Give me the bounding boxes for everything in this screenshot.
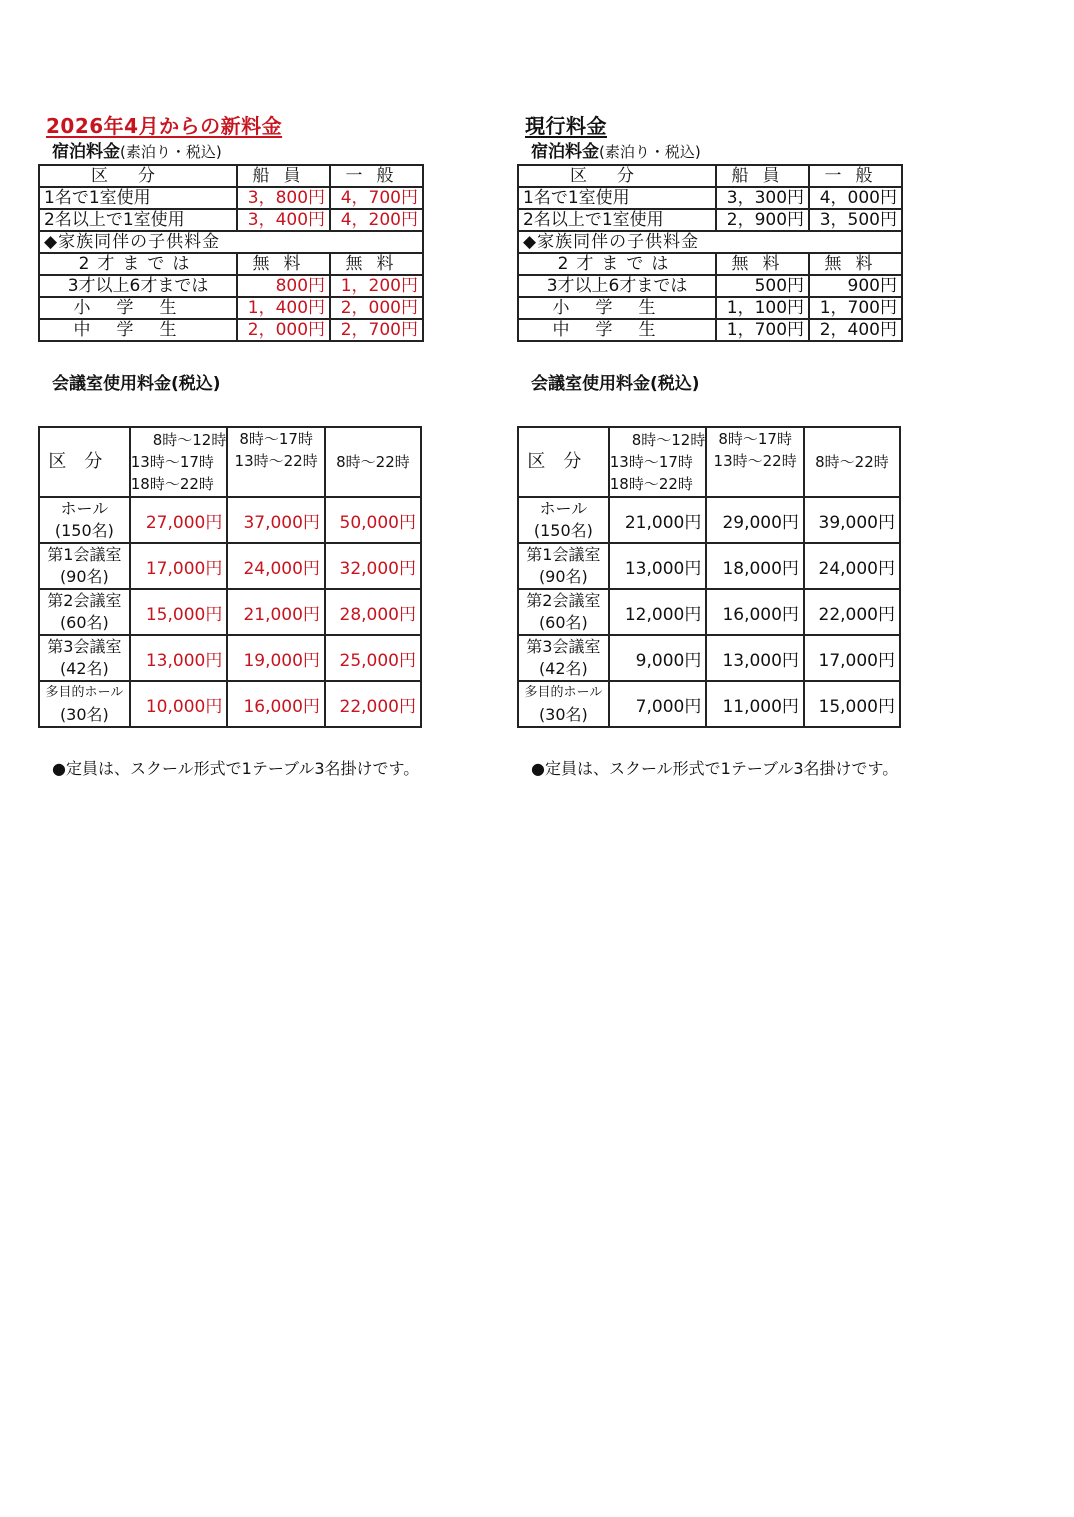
room-capacity: (150名) bbox=[533, 521, 593, 540]
header-general: 一般 bbox=[330, 165, 423, 187]
room-label: 1名で1室使用 bbox=[518, 187, 716, 209]
table-row bbox=[518, 297, 902, 319]
child-label: 中学生 bbox=[518, 319, 716, 341]
table-row bbox=[518, 543, 900, 589]
room-name bbox=[39, 589, 130, 635]
lodging-subheading bbox=[531, 140, 917, 164]
crew-price: 無料 bbox=[237, 253, 330, 275]
slot-text: 13時～22時 bbox=[713, 452, 797, 470]
family-label: ◆家族同伴の子供料金 bbox=[518, 231, 902, 253]
table-row bbox=[518, 209, 902, 231]
room-capacity: (60名) bbox=[59, 613, 109, 632]
price-slot-1: 13,000円 bbox=[609, 543, 707, 589]
header-general: 一般 bbox=[809, 165, 902, 187]
child-label: 3才以上6才までは bbox=[39, 275, 237, 297]
price-slot-3: 50,000円 bbox=[325, 497, 421, 543]
price-slot-1: 15,000円 bbox=[130, 589, 228, 635]
general-price: 無料 bbox=[330, 253, 423, 275]
price-slot-1: 27,000円 bbox=[130, 497, 228, 543]
table-row bbox=[518, 275, 902, 297]
capacity-footnote: ●定員は、スクール形式で1テーブル3名掛けです。 bbox=[52, 759, 420, 778]
price-slot-1: 21,000円 bbox=[609, 497, 707, 543]
room-name bbox=[39, 497, 130, 543]
room-capacity: (90名) bbox=[59, 567, 109, 586]
room-name bbox=[39, 681, 130, 727]
price-slot-1: 9,000円 bbox=[609, 635, 707, 681]
table-row bbox=[518, 681, 900, 727]
room-name-text: 第2会議室 bbox=[47, 591, 122, 610]
general-price: 4，700円 bbox=[330, 187, 423, 209]
slot-text: 8時～12時 bbox=[152, 431, 227, 449]
header-category: 区分 bbox=[39, 165, 237, 187]
lodging-label: 宿泊料金 bbox=[531, 142, 599, 162]
lodging-note: (素泊り・税込) bbox=[599, 143, 701, 161]
slot-text: 8時～17時 bbox=[239, 430, 313, 448]
price-slot-2: 11,000円 bbox=[706, 681, 804, 727]
child-label: 3才以上6才までは bbox=[518, 275, 716, 297]
table-row bbox=[39, 253, 423, 275]
crew-price: 3，400円 bbox=[237, 209, 330, 231]
new-pricing-column bbox=[38, 112, 438, 779]
crew-price: 3，300円 bbox=[716, 187, 809, 209]
child-label: 2才までは bbox=[518, 253, 716, 275]
price-slot-3: 15,000円 bbox=[804, 681, 900, 727]
room-label: 2名以上で1室使用 bbox=[518, 209, 716, 231]
crew-price: 800円 bbox=[237, 275, 330, 297]
lodging-label: 宿泊料金 bbox=[52, 142, 120, 162]
price-slot-1: 17,000円 bbox=[130, 543, 228, 589]
general-price: 1，200円 bbox=[330, 275, 423, 297]
price-slot-1: 7,000円 bbox=[609, 681, 707, 727]
price-slot-2: 21,000円 bbox=[227, 589, 325, 635]
room-name-text: 第3会議室 bbox=[526, 637, 601, 656]
lodging-header-row bbox=[39, 165, 423, 187]
slot-text: 8時～17時 bbox=[718, 430, 792, 448]
header-slot-1 bbox=[130, 427, 228, 497]
crew-price: 1，400円 bbox=[237, 297, 330, 319]
meeting-room-table bbox=[517, 426, 901, 728]
meeting-room-table bbox=[38, 426, 422, 728]
table-row bbox=[518, 635, 900, 681]
price-slot-2: 13,000円 bbox=[706, 635, 804, 681]
room-capacity: (60名) bbox=[538, 613, 588, 632]
slot-text: 13時～17時 bbox=[609, 453, 693, 471]
room-name-text: 第1会議室 bbox=[526, 545, 601, 564]
general-price: 1，700円 bbox=[809, 297, 902, 319]
lodging-subheading bbox=[52, 140, 438, 164]
room-name-text: 多目的ホール bbox=[45, 685, 124, 700]
room-name-text: 多目的ホール bbox=[524, 685, 603, 700]
price-slot-3: 22,000円 bbox=[804, 589, 900, 635]
room-label: 2名以上で1室使用 bbox=[39, 209, 237, 231]
lodging-table bbox=[517, 164, 903, 342]
general-price: 3，500円 bbox=[809, 209, 902, 231]
child-label: 小学生 bbox=[39, 297, 237, 319]
header-slot-2 bbox=[227, 427, 325, 497]
price-slot-2: 16,000円 bbox=[706, 589, 804, 635]
crew-price: 2，000円 bbox=[237, 319, 330, 341]
room-name bbox=[518, 543, 609, 589]
table-row bbox=[518, 589, 900, 635]
price-slot-3: 39,000円 bbox=[804, 497, 900, 543]
room-capacity: (30名) bbox=[538, 705, 588, 724]
table-row bbox=[518, 319, 902, 341]
room-name bbox=[518, 589, 609, 635]
price-slot-3: 22,000円 bbox=[325, 681, 421, 727]
new-pricing-title: 2026年4月からの新料金 bbox=[46, 114, 283, 138]
price-slot-1: 13,000円 bbox=[130, 635, 228, 681]
price-slot-2: 37,000円 bbox=[227, 497, 325, 543]
header-crew: 船員 bbox=[716, 165, 809, 187]
general-price: 2，700円 bbox=[330, 319, 423, 341]
room-label: 1名で1室使用 bbox=[39, 187, 237, 209]
room-name bbox=[39, 543, 130, 589]
room-name bbox=[518, 681, 609, 727]
family-section-row bbox=[39, 231, 423, 253]
header-slot-1 bbox=[609, 427, 707, 497]
lodging-note: (素泊り・税込) bbox=[120, 143, 222, 161]
table-row bbox=[39, 209, 423, 231]
table-row bbox=[39, 497, 421, 543]
header-slot-3: 8時～22時 bbox=[325, 427, 421, 497]
meeting-header-row bbox=[518, 427, 900, 497]
price-slot-2: 16,000円 bbox=[227, 681, 325, 727]
price-slot-3: 24,000円 bbox=[804, 543, 900, 589]
crew-price: 3，800円 bbox=[237, 187, 330, 209]
table-row bbox=[39, 681, 421, 727]
family-section-row bbox=[518, 231, 902, 253]
slot-text: 18時～22時 bbox=[609, 475, 693, 493]
price-slot-2: 19,000円 bbox=[227, 635, 325, 681]
child-label: 2才までは bbox=[39, 253, 237, 275]
price-slot-1: 10,000円 bbox=[130, 681, 228, 727]
general-price: 2，400円 bbox=[809, 319, 902, 341]
child-label: 小学生 bbox=[518, 297, 716, 319]
meeting-room-title: 会議室使用料金(税込) bbox=[52, 374, 221, 394]
current-pricing-title: 現行料金 bbox=[525, 114, 607, 138]
general-price: 4，200円 bbox=[330, 209, 423, 231]
room-name bbox=[518, 497, 609, 543]
table-row bbox=[518, 187, 902, 209]
room-name bbox=[518, 635, 609, 681]
general-price: 900円 bbox=[809, 275, 902, 297]
room-name bbox=[39, 635, 130, 681]
table-row bbox=[39, 187, 423, 209]
table-row bbox=[39, 297, 423, 319]
header-category: 区分 bbox=[518, 427, 609, 497]
slot-text: 13時～17時 bbox=[130, 453, 214, 471]
room-name-text: 第1会議室 bbox=[47, 545, 122, 564]
meeting-room-title: 会議室使用料金(税込) bbox=[531, 374, 700, 394]
lodging-header-row bbox=[518, 165, 902, 187]
table-row bbox=[518, 497, 900, 543]
price-slot-2: 24,000円 bbox=[227, 543, 325, 589]
room-name-text: ホール bbox=[60, 499, 109, 518]
price-slot-3: 17,000円 bbox=[804, 635, 900, 681]
current-pricing-column bbox=[517, 112, 917, 779]
crew-price: 1，700円 bbox=[716, 319, 809, 341]
price-slot-3: 25,000円 bbox=[325, 635, 421, 681]
price-slot-3: 32,000円 bbox=[325, 543, 421, 589]
general-price: 4，000円 bbox=[809, 187, 902, 209]
header-category: 区分 bbox=[518, 165, 716, 187]
crew-price: 1，100円 bbox=[716, 297, 809, 319]
room-capacity: (150名) bbox=[54, 521, 114, 540]
header-slot-2 bbox=[706, 427, 804, 497]
crew-price: 500円 bbox=[716, 275, 809, 297]
room-name-text: 第2会議室 bbox=[526, 591, 601, 610]
header-crew: 船員 bbox=[237, 165, 330, 187]
general-price: 2，000円 bbox=[330, 297, 423, 319]
room-name-text: ホール bbox=[539, 499, 588, 518]
capacity-footnote: ●定員は、スクール形式で1テーブル3名掛けです。 bbox=[531, 759, 899, 778]
table-row bbox=[39, 319, 423, 341]
header-category: 区分 bbox=[39, 427, 130, 497]
price-slot-3: 28,000円 bbox=[325, 589, 421, 635]
child-label: 中学生 bbox=[39, 319, 237, 341]
slot-text: 18時～22時 bbox=[130, 475, 214, 493]
family-label: ◆家族同伴の子供料金 bbox=[39, 231, 423, 253]
room-capacity: (42名) bbox=[538, 659, 588, 678]
slot-text: 8時～12時 bbox=[631, 431, 706, 449]
price-slot-2: 29,000円 bbox=[706, 497, 804, 543]
room-capacity: (90名) bbox=[538, 567, 588, 586]
room-capacity: (30名) bbox=[59, 705, 109, 724]
price-slot-1: 12,000円 bbox=[609, 589, 707, 635]
header-slot-3: 8時～22時 bbox=[804, 427, 900, 497]
crew-price: 無料 bbox=[716, 253, 809, 275]
table-row bbox=[39, 635, 421, 681]
table-row bbox=[39, 589, 421, 635]
table-row bbox=[39, 275, 423, 297]
general-price: 無料 bbox=[809, 253, 902, 275]
price-slot-2: 18,000円 bbox=[706, 543, 804, 589]
room-capacity: (42名) bbox=[59, 659, 109, 678]
crew-price: 2，900円 bbox=[716, 209, 809, 231]
table-row bbox=[39, 543, 421, 589]
slot-text: 13時～22時 bbox=[234, 452, 318, 470]
table-row bbox=[518, 253, 902, 275]
meeting-header-row bbox=[39, 427, 421, 497]
room-name-text: 第3会議室 bbox=[47, 637, 122, 656]
lodging-table bbox=[38, 164, 424, 342]
